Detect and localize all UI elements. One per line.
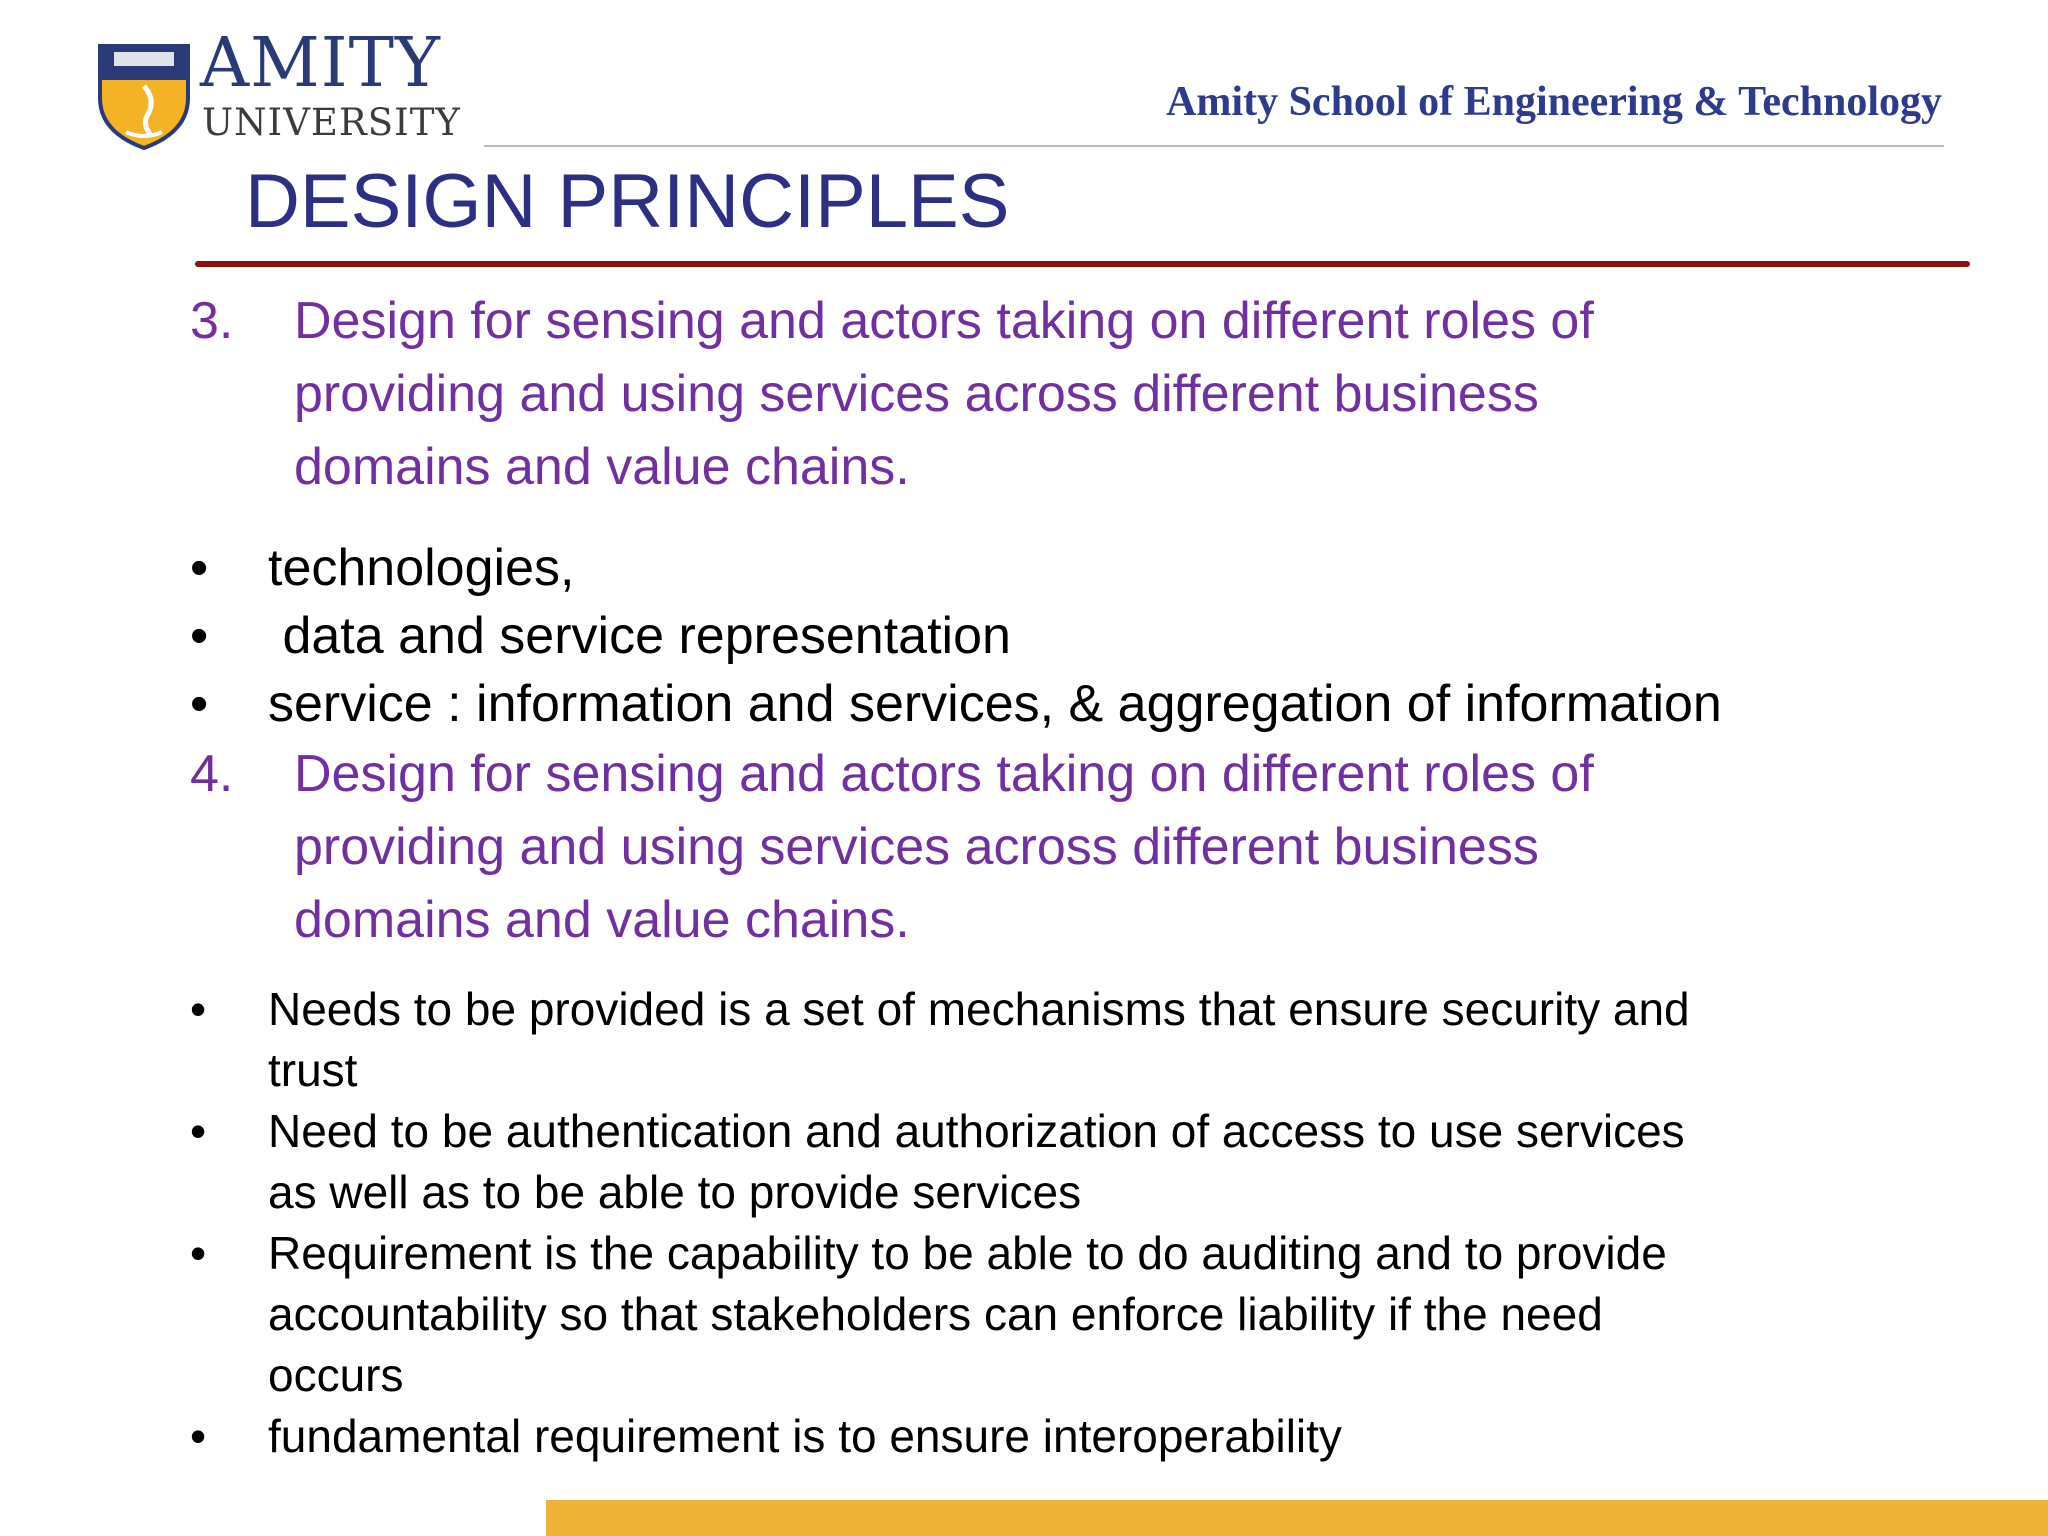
bullet-icon: • xyxy=(190,1227,207,1279)
item-line: providing and using services across different business xyxy=(294,818,1539,876)
bullet-text: technologies, xyxy=(268,539,575,597)
bullet-icon: • xyxy=(190,675,209,733)
bullet-text: service : information and services, & aggregation of information xyxy=(268,675,1722,733)
bullet-icon: • xyxy=(190,607,209,665)
bullet-line: Need to be authentication and authorization of access to use services xyxy=(268,1105,1685,1157)
slide-content xyxy=(190,285,1890,1467)
bullet-icon: • xyxy=(190,1410,207,1462)
bullet-item xyxy=(190,1406,1890,1467)
bullet-item xyxy=(190,670,1890,738)
header-divider xyxy=(484,145,1944,147)
title-underline xyxy=(195,261,1970,267)
bullet-line: as well as to be able to provide services xyxy=(268,1166,1082,1218)
bullet-line: accountability so that stakeholders can enforce liability if the need xyxy=(268,1288,1603,1340)
school-name: Amity School of Engineering & Technology xyxy=(1166,79,1942,125)
bullet-line: Requirement is the capability to be able to do auditing and to provide xyxy=(268,1227,1667,1279)
bullet-icon: • xyxy=(190,539,209,597)
item-line: providing and using services across different business xyxy=(294,365,1539,423)
amity-logo xyxy=(96,24,461,152)
numbered-item-3 xyxy=(190,285,1890,504)
numbered-item-4 xyxy=(190,738,1890,957)
bullet-line: fundamental requirement is to ensure interoperability xyxy=(268,1410,1342,1462)
bullet-item xyxy=(190,534,1890,602)
bullet-item xyxy=(190,1223,1890,1406)
amity-shield-icon xyxy=(96,40,192,150)
item-number: 4. xyxy=(190,745,234,803)
bullet-text: data and service representation xyxy=(268,607,1011,665)
bullet-line: Needs to be provided is a set of mechanisms that ensure security and xyxy=(268,983,1690,1035)
bullet-icon: • xyxy=(190,983,207,1035)
item-line: domains and value chains. xyxy=(294,438,910,496)
bullet-line: occurs xyxy=(268,1349,404,1401)
bullet-icon: • xyxy=(190,1105,207,1157)
bullet-list-b xyxy=(190,979,1890,1467)
slide-title: DESIGN PRINCIPLES xyxy=(245,159,1010,244)
footer-accent-bar xyxy=(546,1500,2048,1536)
bullet-list-a xyxy=(190,534,1890,738)
item-line: domains and value chains. xyxy=(294,891,910,949)
bullet-line: trust xyxy=(268,1044,358,1096)
logo-wordmark: AMITY xyxy=(200,24,441,103)
bullet-item xyxy=(190,979,1890,1101)
item-line: Design for sensing and actors taking on different roles of xyxy=(294,292,1594,350)
item-line: Design for sensing and actors taking on different roles of xyxy=(294,745,1594,803)
logo-subtitle: UNIVERSITY xyxy=(202,101,461,144)
item-number: 3. xyxy=(190,292,234,350)
bullet-item xyxy=(190,602,1890,670)
bullet-item xyxy=(190,1101,1890,1223)
